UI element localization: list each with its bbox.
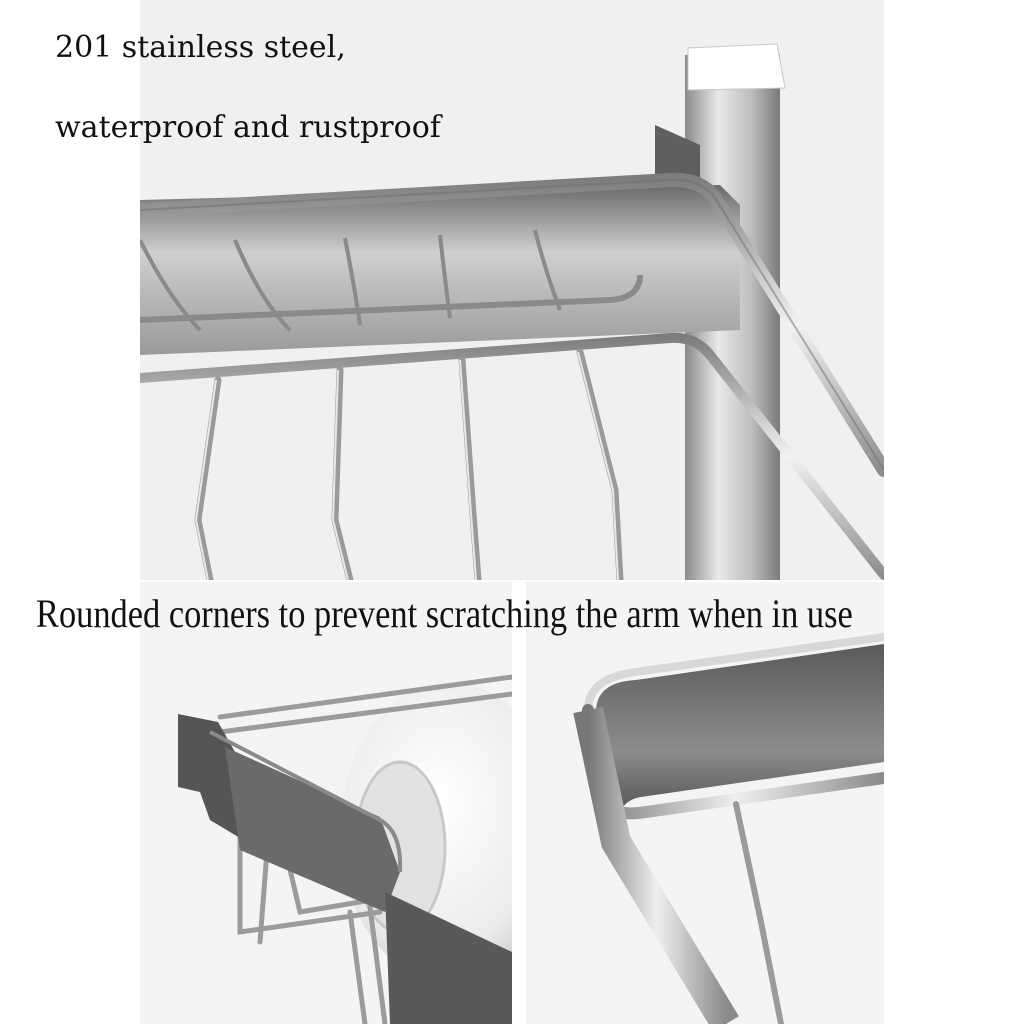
rack-corner-photo bbox=[140, 0, 884, 580]
wire-dividers bbox=[198, 352, 620, 580]
rounded-tray-edge bbox=[588, 637, 884, 1024]
material-caption: 201 stainless steel, bbox=[55, 30, 346, 65]
feature-caption: waterproof and rustproof bbox=[55, 110, 441, 145]
rounded-corners-caption: Rounded corners to prevent scratching the arm when in use bbox=[36, 591, 853, 636]
bowl-rack-photo bbox=[140, 582, 512, 1024]
rounded-corner-photo bbox=[526, 582, 884, 1024]
